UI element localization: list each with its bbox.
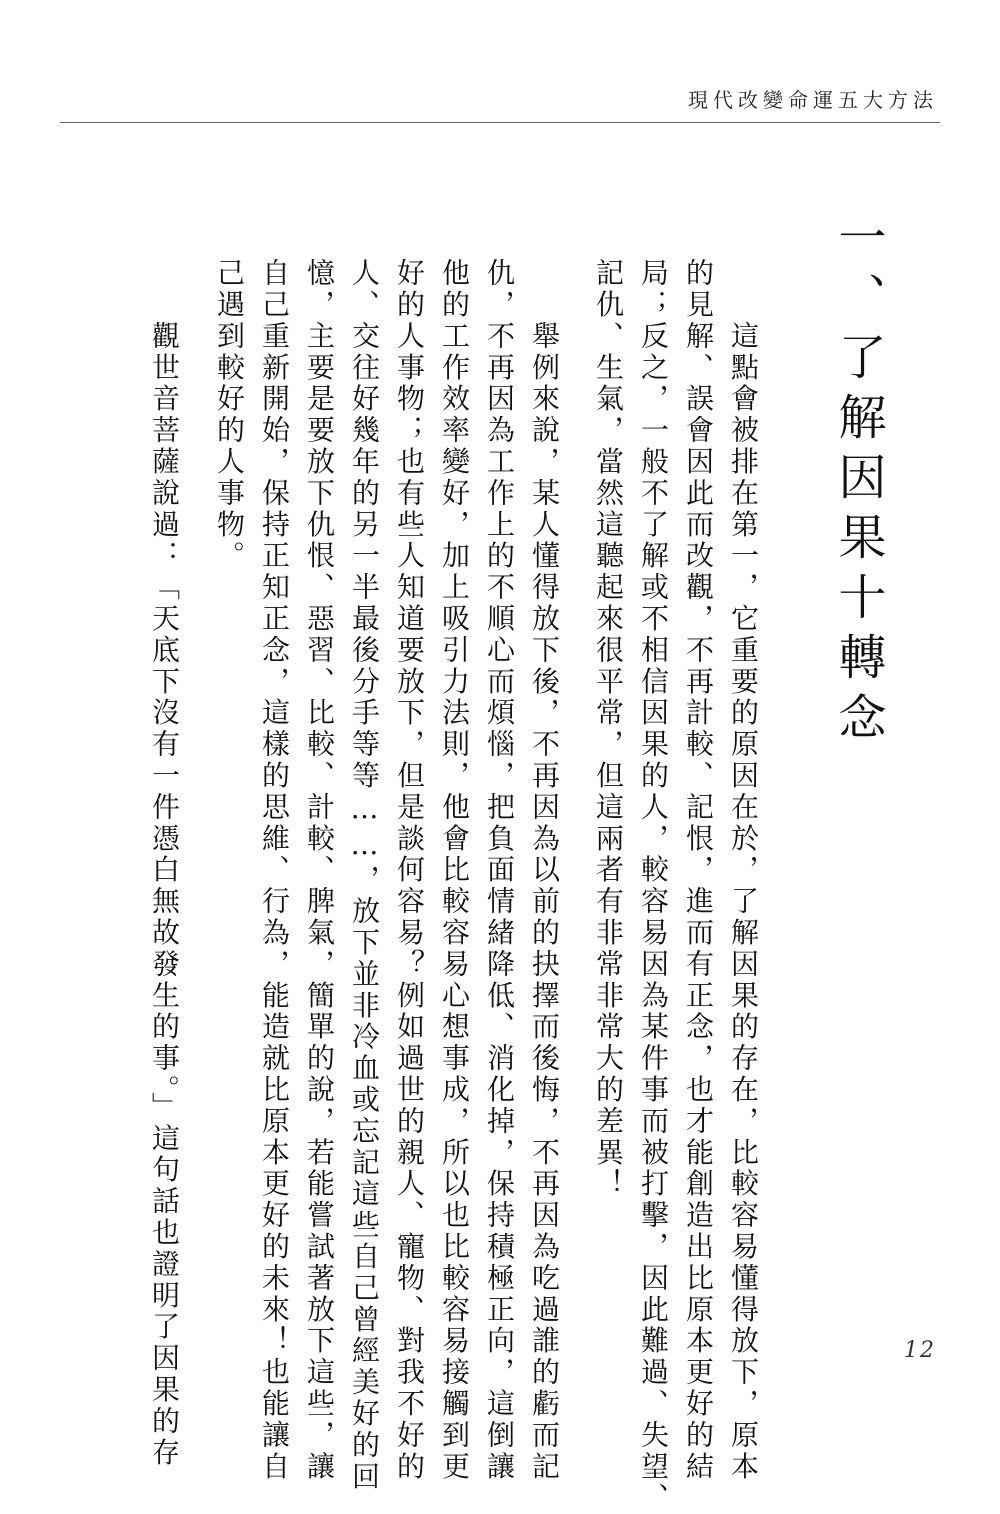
text-column: 局；反之，一般不了解或不相信因果的人，較容易因為某件事而被打擊，因此難過、失望、 <box>637 258 670 1514</box>
text-column: 好的人事物；也有些人知道要放下，但是談何容易？例如過世的親人、寵物、對我不好的 <box>393 258 426 1483</box>
text-column: 的見解、誤會因此而改觀，不再計較、記恨，進而有正念，也才能創造出比原本更好的結 <box>682 258 715 1483</box>
text-column: 記仇、生氣，當然這聽起來很平常，但這兩者有非常非常大的差異！ <box>592 258 625 1200</box>
text-column: 舉例來說，某人懂得放下後，不再因為以前的抉擇而後悔，不再因為吃過誰的虧而記 <box>528 258 561 1483</box>
text-column: 這點會被排在第一，它重要的原因在於，了解因果的存在，比較容易懂得放下，原本 <box>727 258 760 1483</box>
text-column: 觀世音菩薩說過：「天底下沒有一件憑白無故發生的事。」這句話也證明了因果的存 <box>148 258 181 1469</box>
text-column: 憶，主要是要放下仇恨、惡習、比較、計較、脾氣，簡單的說，若能嘗試著放下這些，讓 <box>303 258 336 1483</box>
header-rule <box>60 122 940 123</box>
page-number: 12 <box>904 1338 936 1363</box>
running-header: 現代改變命運五大方法 <box>688 88 938 112</box>
text-column: 自己重新開始，保持正知正念，這樣的思維、行為，能造就比原本更好的未來！也能讓自 <box>258 258 291 1483</box>
text-column: 他的工作效率變好，加上吸引力法則，他會比較容易心想事成，所以也比較容易接觸到更 <box>438 258 471 1483</box>
chapter-title: 一、了解因果十轉念 <box>830 212 886 752</box>
text-column: 人、交往好幾年的另一半最後分手等等……，放下並非冷血或忘記這些自己曾經美好的回 <box>348 258 381 1493</box>
text-column: 己遇到較好的人事物。 <box>213 258 246 572</box>
text-column: 仇，不再因為工作上的不順心而煩惱，把負面情緒降低、消化掉，保持積極正向，這倒讓 <box>483 258 516 1483</box>
